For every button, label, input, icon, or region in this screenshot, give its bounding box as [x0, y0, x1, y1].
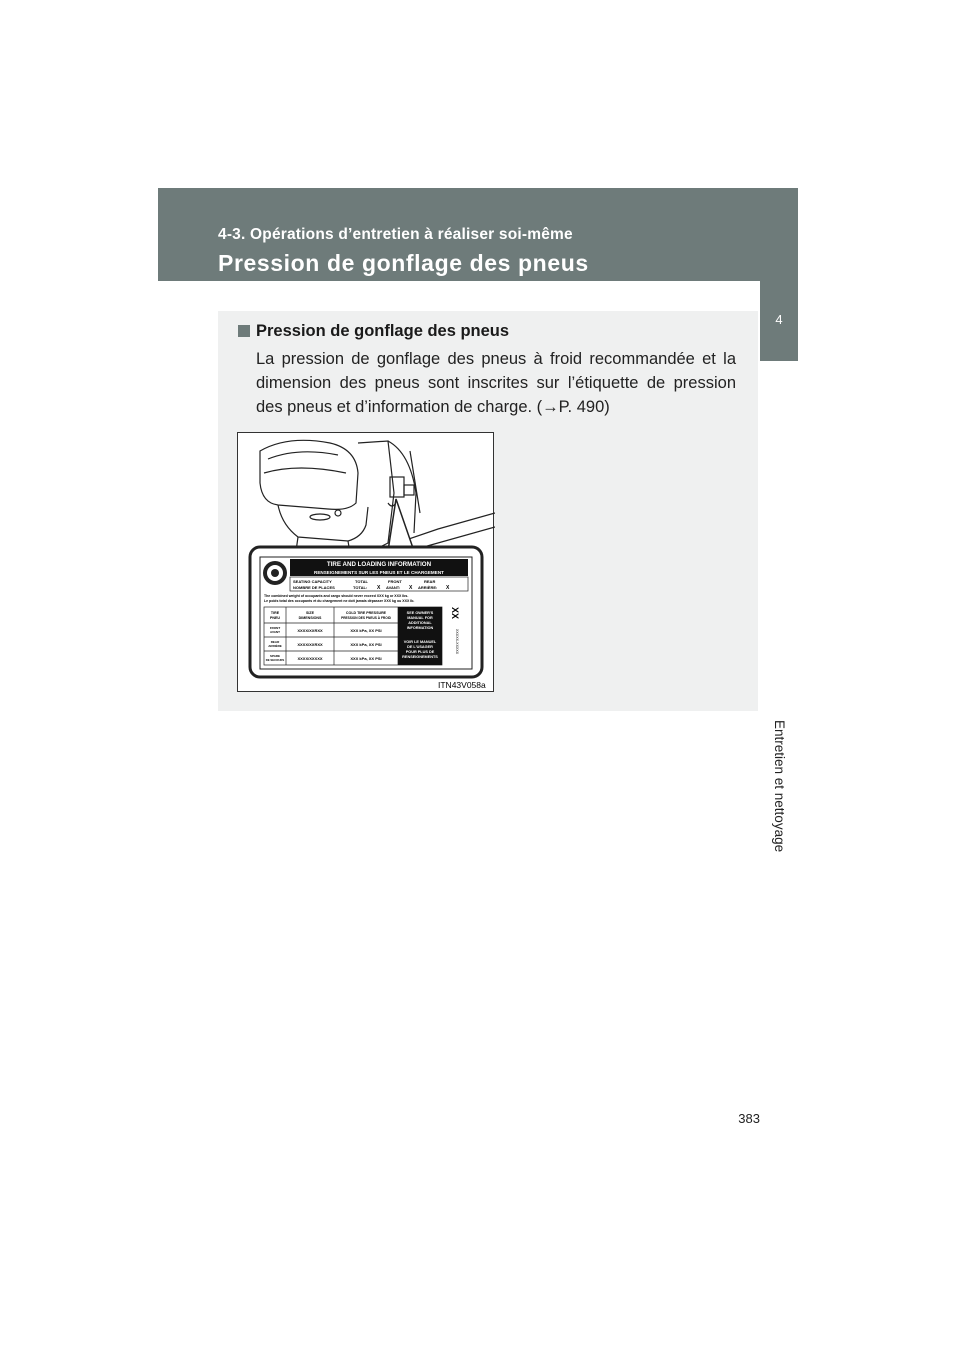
row-front-size: XXXX/XXRXX [297, 628, 323, 633]
combined-weight-en: The combined weight of occupants and cargo should never exceed XXX kg or XXX lbs. [264, 594, 409, 598]
col-pressure: COLD TIRE PRESSURE [345, 611, 387, 615]
row-spare-pressure: XXX kPa, XX PSI [350, 656, 382, 661]
seat-illustration [260, 440, 495, 557]
total-label-fr: TOTAL: [353, 585, 368, 590]
see-owner-line-4: INFORMATION [406, 626, 434, 630]
chapter-number: 4 [775, 312, 783, 327]
col-tire: TIRE [270, 611, 280, 615]
col-pressure-fr: PRESSION DES PNEUS À FROID [341, 616, 391, 620]
total-value: X [377, 585, 381, 591]
label-subtitle: RENSEIGNEMENTS SUR LES PNEUS ET LE CHARGEMENT [314, 570, 444, 575]
seating-capacity-en: SEATING CAPACITY [293, 579, 332, 584]
rear-label-fr: ARRIÈRE: [418, 585, 438, 590]
total-label: TOTAL [355, 579, 368, 584]
row-rear-tire-fr: ARRIÈRE [268, 644, 282, 648]
seating-capacity-fr: NOMBRE DE PLACES [293, 585, 335, 590]
item-body: La pression de gonflage des pneus à froid recommandée et la dimension des pneus sont inscrites sur l’étiquette de pression des pneus et d’information de charge. (→P. 490) [256, 350, 736, 416]
row-front-tire-fr: AVANT [270, 630, 280, 634]
row-front-tire: FRONT [269, 626, 281, 630]
label-side-code: XX [450, 607, 460, 620]
item-heading [238, 322, 509, 341]
see-owner-line-2: MANUAL FOR [407, 616, 433, 620]
row-rear-size: XXXX/XXRXX [297, 642, 323, 647]
tire-icon [263, 561, 287, 585]
rear-value: X [446, 585, 450, 591]
row-rear-tire: REAR [270, 640, 280, 644]
rear-label: REAR [424, 579, 436, 584]
tire-label-illustration [238, 433, 495, 693]
item-heading-text: Pression de gonflage des pneus [256, 322, 510, 340]
label-title: TIRE AND LOADING INFORMATION [326, 561, 432, 568]
row-spare-tire: SPARE [269, 654, 281, 658]
voir-manuel-line-4: RENSEIGNEMENTS [402, 655, 438, 659]
col-tire-fr: PNEU [270, 616, 280, 620]
col-size: SIZE [306, 611, 314, 615]
see-owner-line-1: SEE OWNER'S [406, 611, 434, 615]
row-front-pressure: XXX kPa, XX PSI [350, 628, 382, 633]
figure-code: ITN43V058a [438, 680, 486, 690]
chapter-title: Entretien et nettoyage [772, 720, 787, 853]
row-spare-size: XXXX/XXXXX [297, 656, 323, 661]
see-owner-line-3: ADDITIONAL [408, 621, 432, 625]
front-value: X [409, 585, 413, 591]
row-spare-tire-fr: DE SECOURS [265, 658, 285, 662]
section-title: 4-3. Opérations d’entretien à réaliser soi-même [218, 226, 573, 243]
voir-manuel-line-3: POUR PLUS DE [405, 650, 435, 654]
square-bullet-icon [238, 325, 250, 337]
combined-weight-fr: Le poids total des occupants et du chargement ne doit jamais dépasser XXX kg ou XXX lb. [264, 599, 415, 603]
front-label-fr: AVANT: [386, 585, 401, 590]
page-title: Pression de gonflage des pneus [218, 250, 589, 276]
voir-manuel-line-2: DE L'USAGER [407, 645, 433, 649]
voir-manuel-line-1: VOIR LE MANUEL [403, 640, 437, 644]
row-rear-pressure: XXX kPa, XX PSI [350, 642, 382, 647]
page-number: 383 [738, 1111, 760, 1126]
front-label: FRONT [388, 579, 402, 584]
col-size-fr: DIMENSIONS [298, 616, 322, 620]
tire-label-figure [237, 432, 494, 692]
label-side-serial: XXXXX-XXXXX [455, 629, 459, 655]
